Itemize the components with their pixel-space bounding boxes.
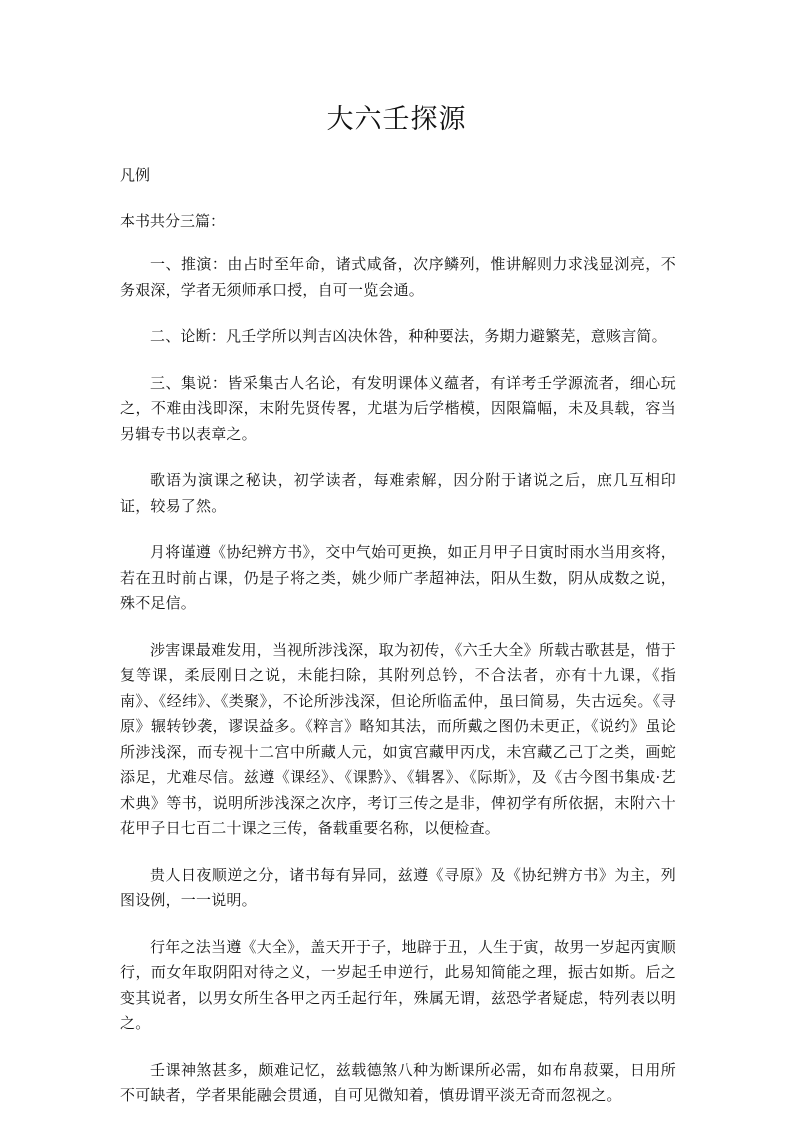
paragraph-3: 三、集说：皆采集古人名论，有发明课体义蕴者，有详考壬学源流者，细心玩之，不难由浅即深，末附先贤传畧，尤堪为后学楷模，因限篇幅，未及具载，容当另辑专书以表章之。 [120,373,676,443]
paragraph-8: 行年之法当遵《大全》，盖天开于子，地辟于丑，人生于寅，故男一岁起丙寅顺行，而女年取阴阳对待之义，一岁起壬申逆行，此易知简能之理，振古如斯。后之变其说者，以男女所生各甲之丙壬起行年，殊属无谓，兹恐学者疑虑，特列表以明之。 [120,937,676,1032]
document-title: 大六壬探源 [326,104,467,135]
paragraph-2: 二、论断：凡壬学所以判吉凶决休咎，种种要法，务期力避繁芜，意赅言简。 [150,327,667,345]
paragraph-1: 一、推演：由占时至年命，诸式咸备，次序鳞列，惟讲解则力求浅显浏亮，不务艰深，学者无须师承口授，自可一览会通。 [120,255,676,299]
paragraph-6: 涉害课最难发用，当视所涉浅深，取为初传，《六壬大全》所载古歌甚是，惜于复等课，柔辰刚日之说，未能扫除，其附列总钤，不合法者，亦有十九课，《指南》、《经纬》、《类聚》，不论所涉浅深，但论所临孟仲，虽曰简易，失古远矣。《寻原》辗转钞袭，谬误益多。《粹言》略知其法，而所戴之图仍未更正，《说约》虽论所涉浅深，而专视十二宫中所藏人元，如寅宫藏甲丙戊，未宫藏乙己丁之类，画蛇添足，尤难尽信。兹遵《课经》、《课黔》、《辑畧》、《际斯》，及《古今图书集成·艺术典》等书，说明所涉浅深之次序，考订三传之是非，俾初学有所依据，末附六十花甲子日七百二十课之三传，备载重要名称，以便检查。 [120,640,676,837]
paragraph-list [120,252,676,1130]
intro-line: 本书共分三篇： [120,212,226,230]
paragraph-4: 歌语为演课之秘诀，初学读者，每难索解，因分附于诸说之后，庶几互相印证，较易了然。 [120,471,676,515]
paragraph-5: 月将谨遵《协纪辨方书》，交中气始可更换，如正月甲子日寅时雨水当用亥将，若在丑时前占课，仍是子将之类，姚少师广孝超神法，阳从生数，阴从成数之说，殊不足信。 [120,543,676,612]
paragraph-9: 壬课神煞甚多，颇难记忆，兹载德煞八种为断课所必需，如布帛菽粟，日用所不可缺者，学者果能融会贯通，自可见微知着，慎毋谓平淡无奇而忽视之。 [120,1060,676,1104]
paragraph-7: 贵人日夜顺逆之分，诸书每有异同，兹遵《寻原》及《协纪辨方书》为主，列图设例，一一说明。 [120,865,676,909]
section-heading: 凡例 [120,166,151,184]
